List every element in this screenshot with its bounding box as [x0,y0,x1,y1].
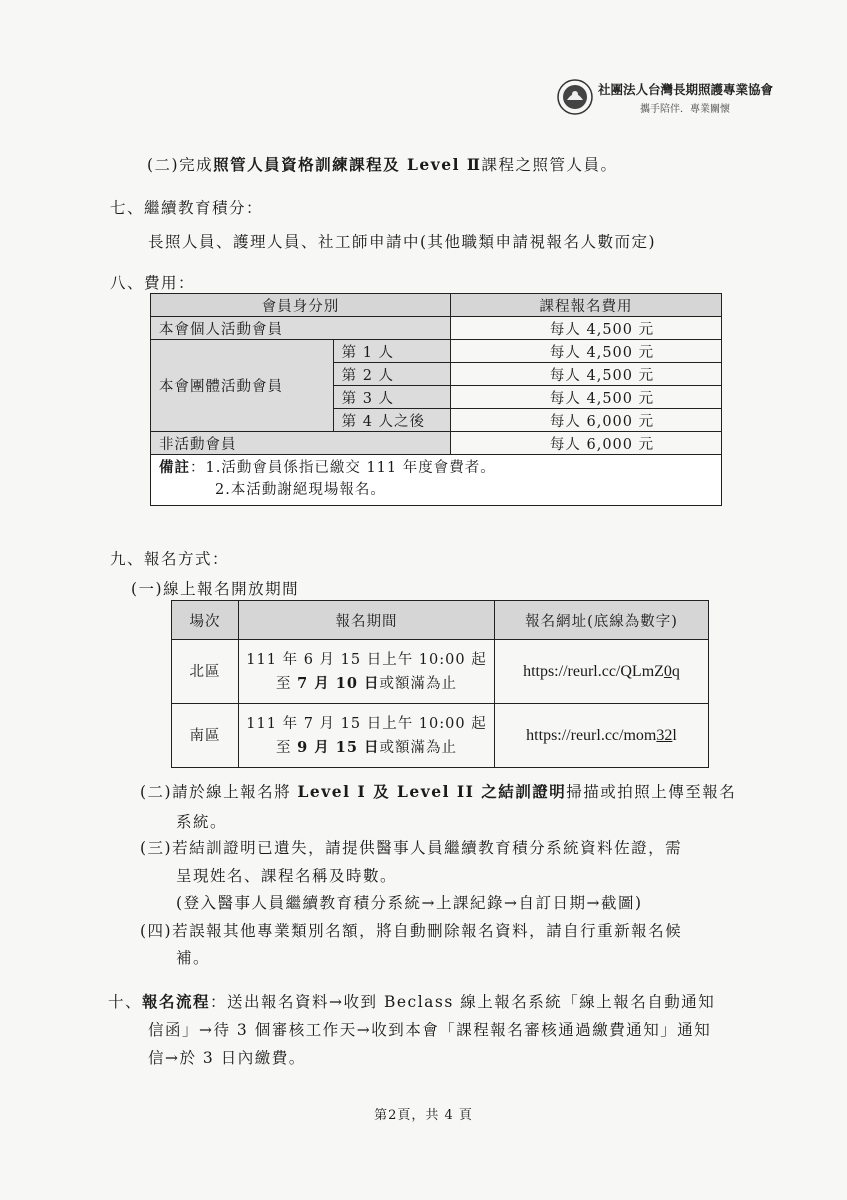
south-registration-link[interactable]: https://reurl.cc/mom32l [495,704,709,768]
table-row: 南區 111 年 7 月 15 日上午 10:00 起 至 9 月 15 日或額滿為止 https://reurl.cc/mom32l [172,704,709,768]
section-8-title: 八、費用： [110,274,196,292]
section-7-title: 七、繼續教育積分： [110,199,264,217]
section-9-title: 九、報名方式： [110,550,230,568]
item-2-line: (二)完成照管人員資格訓練課程及 Level Ⅱ課程之照管人員。 [147,155,618,174]
fee-header-fee: 課程報名費用 [451,294,722,317]
section-10-line1: 十、報名流程：送出報名資料→收到 Beclass 線上報名系統「線上報名自動通知 [108,992,716,1011]
section-9-sub4: (四)若誤報其他專業類別名額，將自動刪除報名資料，請自行重新報名候 [140,922,683,940]
section-9-sub4-cont: 補。 [176,949,211,967]
page-number: 第2頁，共 4 頁 [374,1108,473,1123]
section-10-line2: 信函」→待 3 個審核工作天→收到本會「課程報名審核通過繳費通知」通知 [148,1021,712,1039]
section-10-line3: 信→於 3 日內繳費。 [148,1049,306,1067]
section-9-sub1: (一)線上報名開放期間 [131,580,300,598]
table-row: 北區 111 年 6 月 15 日上午 10:00 起 至 7 月 10 日或額滿為止 https://reurl.cc/QLmZ0q [172,640,709,704]
section-9-sub2-cont: 系統。 [176,813,228,831]
table-row: 非活動會員 每人 6,000 元 [151,432,722,455]
org-name: 社團法人台灣長期照護專業協會 [598,82,774,97]
table-row: 第 2 人 每人 4,500 元 [151,363,722,386]
table-row: 本會個人活動會員 每人 4,500 元 [151,317,722,340]
section-9-sub3: (三)若結訓證明已遺失，請提供醫事人員繼續教育積分系統資料佐證，需 [140,839,683,857]
fee-note: 備註：1.活動會員係指已繳交 111 年度會費者。 2.本活動謝絕現場報名。 [151,455,722,506]
registration-table [171,600,709,768]
fee-header-membership: 會員身分別 [151,294,451,317]
section-7-body: 長照人員、護理人員、社工師申請中(其他職類申請視報名人數而定) [148,233,657,251]
section-9-sub3-path: (登入醫事人員繼續教育積分系統→上課紀錄→自訂日期→截圖) [176,894,643,912]
north-registration-link[interactable]: https://reurl.cc/QLmZ0q [495,640,709,704]
org-slogan: 攜手陪伴．專業關懷 [640,104,730,115]
association-logo-icon [556,78,594,116]
table-row: 本會團體活動會員 第 1 人 每人 4,500 元 [151,340,722,363]
fee-note-row [151,455,722,506]
fee-table-header [151,294,722,317]
section-9-sub2: (二)請於線上報名將 Level I 及 Level II 之結訓證明掃描或拍照上傳至報名 [140,782,737,801]
table-row: 第 4 人之後 每人 6,000 元 [151,409,722,432]
table-row: 第 3 人 每人 4,500 元 [151,386,722,409]
fee-table [150,293,722,506]
section-9-sub3-cont: 呈現姓名、課程名稱及時數。 [176,867,398,885]
reg-table-header: 場次 報名期間 報名網址(底線為數字) [172,601,709,640]
